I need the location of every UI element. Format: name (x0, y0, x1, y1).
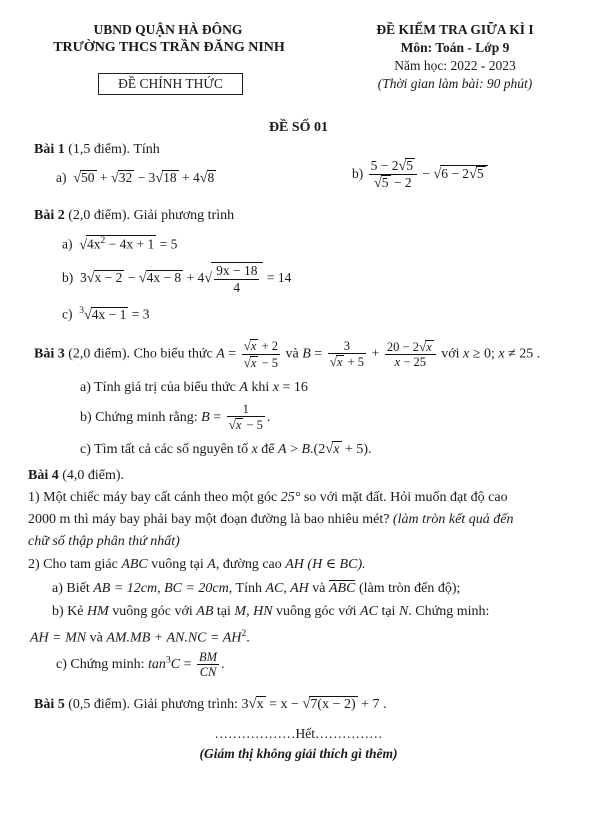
bai4-p1-line2: 2000 m thì máy bay phải bay một đoạn đường là bao nhiêu mét? (làm tròn kết quả đến (28, 512, 514, 527)
footer-note: (Giám thị không giải thích gì thêm) (199, 746, 398, 761)
official-box: ĐỀ CHÍNH THỨC (98, 73, 243, 95)
subject-grade: Môn: Toán - Lớp 9 (400, 40, 510, 55)
exam-title: ĐỀ SỐ 01 (268, 120, 329, 135)
district-name: UBND QUẬN HÀ ĐÔNG (93, 22, 243, 37)
bai4-p1-line3: chữ số thập phân thứ nhất) (28, 534, 180, 549)
end-marker: ………………Hết…………… (214, 726, 383, 741)
bai2-b: b) 3√x − 2 − √4x − 8 + 4√ $\frac{9x - 18}{4}$ = 14 (62, 263, 292, 295)
bai3-c: c) Tìm tất cả các số nguyên tố x để A > B.(2√x + 5). (80, 441, 372, 457)
duration: (Thời gian làm bài: 90 phút) (377, 76, 533, 91)
bai1-a: a) √50 + √32 − 3√18 + 4√8 (56, 170, 215, 186)
bai4-p2-b: b) Kẻ HM vuông góc với AB tại M, HN vuông góc với AC tại N. Chứng minh: (52, 604, 490, 619)
bai4-p2-a: a) Biết AB = 12cm, BC = 20cm, Tính AC, AH và ABC (làm tròn đến độ); (52, 581, 461, 596)
bai4-heading: Bài 4 (4,0 điểm). (28, 468, 125, 483)
bai4-p1-line1: 1) Một chiếc máy bay cất cánh theo một góc 25° so với mặt đất. Hỏi muốn đạt độ cao (28, 490, 508, 505)
bai1-heading: Bài 1 (1,5 điểm). Tính (34, 142, 160, 157)
bai3-heading: Bài 3 (2,0 điểm). Cho biểu thức A = $\frac{√x + 2}{√x - 5}$ và B = $\frac{3}{√x + 5}$ + $\frac{20 - 2√x}{x - 25}$ với x ≥ 0; x ≠ 25 . (34, 338, 541, 370)
bai4-p2-b-line2: AH = MN và $AM.MB + AN.NC = AH^2$. (30, 628, 250, 646)
bai3-a: a) Tính giá trị của biểu thức A khi x = 16 (80, 380, 308, 395)
bai4-p2-intro: 2) Cho tam giác ABC vuông tại A, đường cao AH (H ∈ BC). (28, 557, 366, 572)
bai2-heading: Bài 2 (2,0 điểm). Giải phương trình (34, 208, 235, 223)
bai5: Bài 5 (0,5 điểm). Giải phương trình: 3√x = x − √7(x − 2) + 7 . (34, 696, 387, 712)
bai3-b: b) Chứng minh rằng: B = $\frac{1}{√x - 5}$ . (80, 402, 271, 433)
bai2-c: c) $^3$√4x − 1 = 3 (62, 306, 150, 323)
school-name: TRƯỜNG THCS TRẦN ĐĂNG NINH (53, 40, 285, 55)
exam-name: ĐỀ KIỂM TRA GIỮA KÌ I (376, 22, 534, 37)
bai1-b: b) $\frac{5 - 2√5}{√5 - 2}$ − √6 − 2√5 (352, 158, 488, 192)
school-year: Năm học: 2022 - 2023 (394, 58, 516, 73)
bai2-a: a) $√4x^2 - 4x + 1 = 5$ (62, 236, 178, 253)
bai4-p2-c: c) Chứng minh: $\tan^3C$ = $\frac{BM}{CN}$ . (56, 650, 225, 680)
